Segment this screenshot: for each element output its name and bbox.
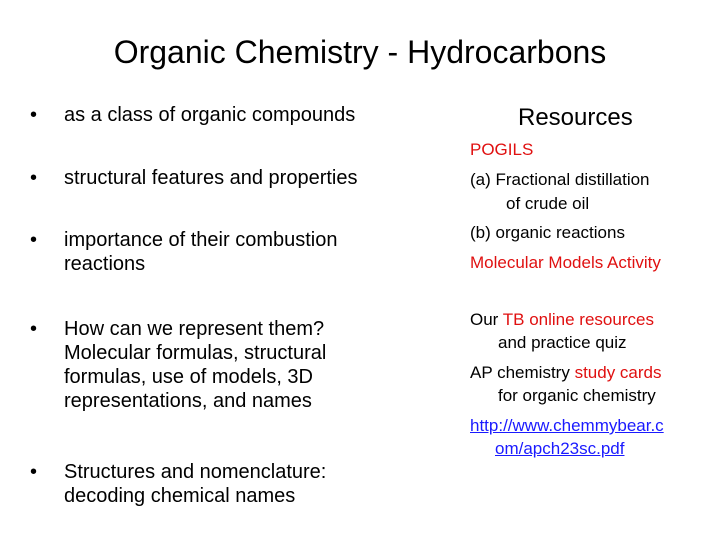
slide-title: Organic Chemistry - Hydrocarbons (113, 34, 607, 70)
bullet-text: Molecular formulas, structural (64, 342, 327, 364)
tb-resources-line (470, 309, 654, 331)
tb-prefix: Our (470, 310, 503, 329)
molecular-models-activity: Molecular Models Activity (470, 253, 661, 272)
study-cards-link[interactable]: study cards (574, 363, 662, 382)
bullet-text: as a class of organic compounds (64, 104, 356, 126)
tb-online-resources-link[interactable]: TB online resources (502, 310, 654, 329)
resources-heading: Resources (518, 104, 633, 131)
bullet-text: reactions (64, 253, 146, 275)
bullet-text: decoding chemical names (64, 485, 296, 507)
bullet-text: Structures and nomenclature: (64, 461, 327, 483)
ap-prefix: AP chemistry (470, 363, 575, 382)
chemmybear-url-line2[interactable]: om/apch23sc.pdf (495, 439, 625, 458)
bullet-text: formulas, use of models, 3D (64, 366, 313, 388)
pogil-a-line1: (a) Fractional distillation (470, 170, 650, 189)
ap-study-cards-line2: for organic chemistry (498, 386, 656, 405)
bullet-dot: • (30, 461, 38, 483)
bullet-dot: • (30, 167, 38, 189)
bullet-text: How can we represent them? (64, 318, 325, 340)
ap-study-cards-line (470, 362, 662, 384)
pogil-b: (b) organic reactions (470, 223, 625, 242)
bullet-text: representations, and names (64, 390, 312, 412)
pogils-label: POGILS (470, 140, 534, 159)
bullet-dot: • (30, 318, 38, 340)
chemmybear-url-line1[interactable]: http://www.chemmybear.c (470, 416, 664, 435)
bullet-text: importance of their combustion (64, 229, 338, 251)
bullet-dot: • (30, 229, 38, 251)
bullet-text: structural features and properties (64, 167, 358, 189)
tb-resources-line2: and practice quiz (498, 333, 627, 352)
bullet-dot: • (30, 104, 38, 126)
pogil-a-line2: of crude oil (506, 194, 590, 213)
